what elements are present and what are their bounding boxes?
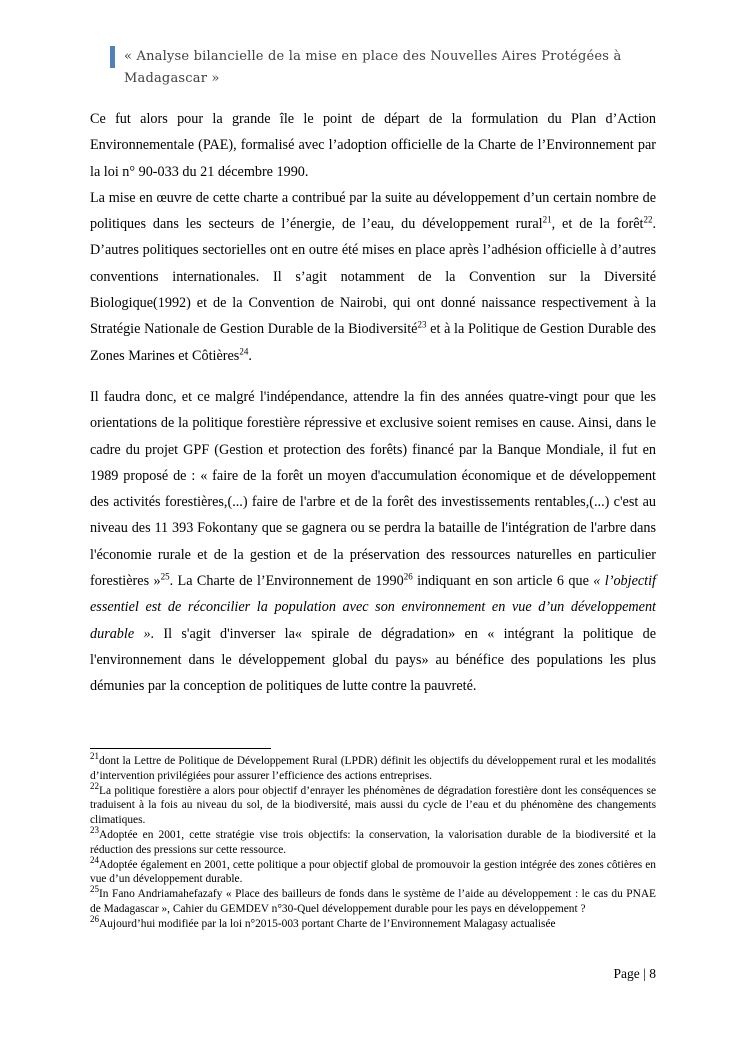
footnote-21 <box>90 751 656 784</box>
running-header <box>110 46 656 90</box>
document-title: « Analyse bilancielle de la mise en place des Nouvelles Aires Protégées à Madagascar » <box>124 49 622 86</box>
footnotes-section <box>90 748 656 932</box>
footnote-24 <box>90 854 656 888</box>
footnote-ref: 24 <box>90 854 99 865</box>
footnote-text: La politique forestière a alors pour objectif d’enrayer les phénomènes de dégradation forestière dont les conséquences se traduisent à la fois au niveau du sol, de la biodiversité, mais aussi du cycle de l’eau et du phénomène des changements climatiques. <box>90 784 656 827</box>
footnote-23 <box>90 825 656 858</box>
paragraph-politique-forestiere: Il faudra donc, et ce malgré l'indépendance, attendre la fin des années quatre-vingt pour que les orientations de la politique forestière répressive et exclusive soient remises en cause. Ainsi, dans le cadre du projet GPF (Gestion et protection des forêts) financé par la Banque Mondiale, il fut en 1989 proposé de : « faire de la forêt un moyen d'accumulation économique et de développement des activités forestières,(...) faire de l'arbre et de la forêt des investissements rentables,(...) c'est au niveau des 11 393 Fokontany que se gagnera ou se perdra la bataille de l'intégration de l'arbre dans l'économie rurale et de la gestion et de la préservation des ressources naturelles en particulier forestières »$^{25}$. La Charte de l’Environnement de 1990$^{26}$ indiquant en son article 6 que « l’objectif essentiel est de réconcilier la population avec son environnement en vue d’un développement durable ». Il s'agit d'inverser la« spirale de dégradation» en « intégrant la politique de l'environnement dans le développement global du pays» au bénéfice des populations les plus démunies par la conception de politiques de lutte contre la pauvreté. <box>90 388 657 695</box>
footnote-text: Adoptée en 2001, cette stratégie vise trois objectifs: la conservation, la valorisation durable de la biodiversité et la réduction des pressions sur cette ressource. <box>90 828 656 856</box>
header-accent-bar-icon <box>110 46 115 68</box>
footnote-26 <box>90 913 656 932</box>
paragraph-mise-en-oeuvre: La mise en œuvre de cette charte a contribué par la suite au développement d’un certain nombre de politiques dans les secteurs de l’énergie, de l’eau, du développement rural$^{21}$, et de la forêt$^{22}$. D’autres politiques sectorielles ont en outre été mises en place après l’adhésion officielle à d’autres conventions internationales. Il s’agit notamment de la Convention sur la Diversité Biologique(1992) et de la Convention de Nairobi, qui ont donné naissance respectivement à la Stratégie Nationale de Gestion Durable de la Biodiversité$^{23}$ et à la Politique de Gestion Durable des Zones Marines et Côtières$^{24}$. <box>90 189 656 364</box>
footnote-ref: 25 <box>90 884 99 895</box>
page-content <box>90 46 656 700</box>
footnote-22 <box>90 780 656 828</box>
footnote-text: In Fano Andriamahefazafy « Place des bailleurs de fonds dans le système de l’aide au développement : le cas du PNAE de Madagascar », Cahier du GEMDEV n°30-Quel développement durable pour les pays en développement ? <box>90 888 656 915</box>
page-number-label: Page | 8 <box>613 966 656 981</box>
footnote-ref: 21 <box>90 751 99 762</box>
footnote-separator <box>90 748 271 749</box>
footnote-ref: 23 <box>90 825 99 836</box>
footnote-text: Aujourd’hui modifiée par la loi n°2015-003 portant Charte de l’Environnement Malagasy actualisée <box>99 917 556 930</box>
page-footer <box>614 966 656 982</box>
footnote-text: dont la Lettre de Politique de Développement Rural (LPDR) définit les objectifs du développement rural et les modalités d’intervention privilégiées pour assurer l’efficience des actions entreprises. <box>90 755 656 782</box>
paragraph-charte-environnement: Ce fut alors pour la grande île le point de départ de la formulation du Plan d’Action Environnementale (PAE), formalisé avec l’adoption officielle de la Charte de l’Environnement par la loi n° 90-033 du 21 décembre 1990. <box>90 111 656 180</box>
footnote-25 <box>90 884 656 917</box>
footnote-ref: 22 <box>90 780 99 791</box>
footnote-ref: 26 <box>90 913 99 924</box>
footnote-text: Adoptée également en 2001, cette politique a pour objectif global de promouvoir la gestion intégrée des zones côtières en vue d’un développement durable. <box>90 858 656 886</box>
